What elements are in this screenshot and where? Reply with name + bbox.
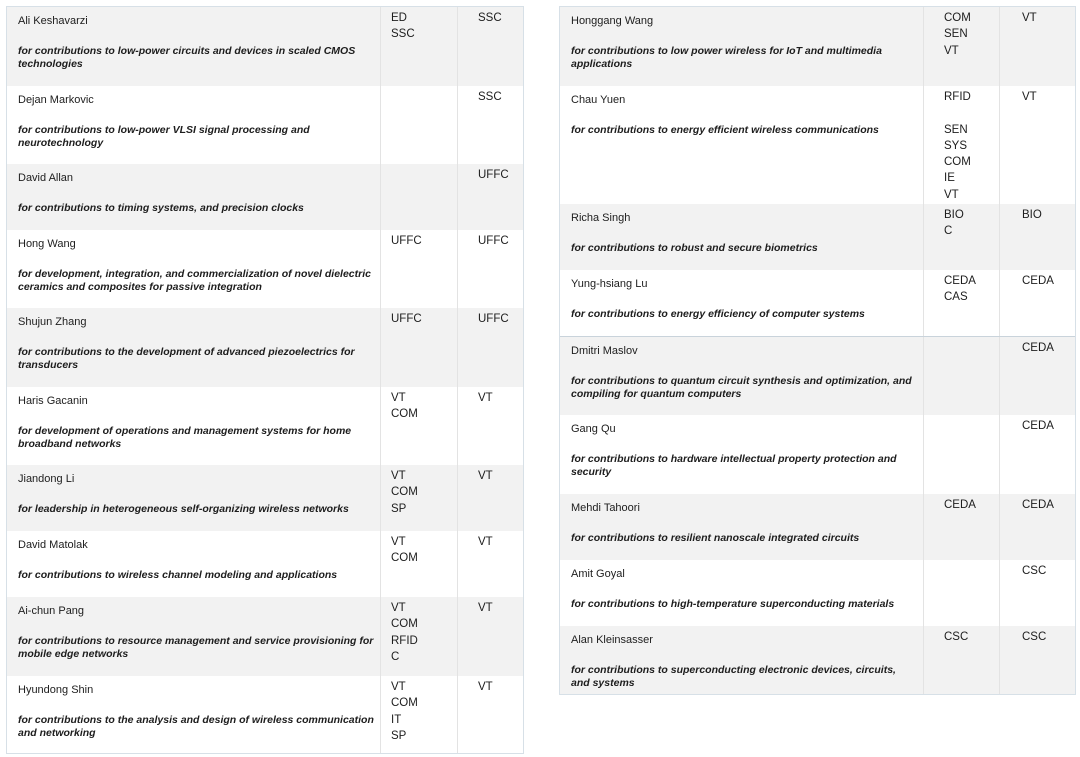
fellow-row	[7, 387, 523, 465]
fellow-name: Dmitri Maslov	[571, 345, 638, 357]
fellow-name: Amit Goyal	[571, 568, 625, 580]
evaluating-societies-cell	[380, 676, 457, 753]
fellow-row	[560, 560, 1075, 626]
society-code: RFID	[944, 91, 971, 103]
nominating-society-cell	[457, 676, 523, 753]
fellow-citation: for contributions to resilient nanoscale integrated circuits	[571, 532, 860, 544]
fellow-row	[7, 676, 523, 753]
society-code: IT	[391, 713, 402, 726]
nominating-society-cell	[999, 560, 1075, 626]
evaluating-societies-cell	[923, 560, 999, 626]
fellow-citation: for contributions to energy efficiency of computer systems	[571, 308, 865, 320]
fellow-name: Ai-chun Pang	[18, 605, 85, 617]
society-code	[944, 105, 999, 121]
society-code: ED	[391, 12, 407, 24]
evaluating-societies-cell	[923, 270, 999, 336]
nominating-society-cell	[999, 337, 1075, 415]
fellow-cell	[7, 387, 380, 465]
fellow-name: Hong Wang	[18, 238, 76, 250]
fellow-row	[7, 86, 523, 164]
society-code: VT	[478, 681, 493, 693]
fellow-cell	[560, 204, 923, 270]
fellow-citation: for contributions to timing systems, and precision clocks	[18, 202, 304, 214]
society-code: C	[391, 650, 400, 663]
fellow-cell	[560, 626, 923, 694]
fellow-citation: for contributions to the analysis and design of wireless communication and networking	[18, 714, 374, 739]
fellow-row	[7, 7, 523, 86]
society-code: CAS	[944, 291, 968, 304]
fellow-citation: for contributions to high-temperature superconducting materials	[571, 598, 895, 610]
fellow-cell	[560, 86, 923, 204]
nominating-society-cell	[999, 204, 1075, 270]
nominating-society-cell	[457, 308, 523, 387]
fellow-name: Alan Kleinsasser	[571, 634, 653, 646]
society-code: COM	[391, 552, 418, 565]
fellow-cell	[7, 308, 380, 387]
fellow-cell	[7, 465, 380, 531]
fellow-cell	[7, 230, 380, 308]
evaluating-societies-cell	[923, 494, 999, 560]
fellow-row	[560, 494, 1075, 560]
society-code: VT	[944, 188, 959, 201]
society-code: VT	[478, 470, 493, 482]
nominating-society-cell	[457, 230, 523, 308]
fellow-citation: for contributions to low-power VLSI signal processing and neurotechnology	[18, 124, 310, 149]
society-code: CSC	[1022, 631, 1047, 643]
society-code: COM	[391, 408, 418, 421]
nominating-society-cell	[457, 465, 523, 531]
fellow-name: Hyundong Shin	[18, 684, 94, 696]
fellow-cell	[560, 270, 923, 336]
fellow-row	[560, 270, 1075, 336]
fellow-row	[7, 164, 523, 230]
society-code: UFFC	[478, 169, 509, 181]
society-code: SEN	[944, 28, 968, 41]
fellow-name: Honggang Wang	[571, 15, 654, 27]
fellow-citation: for contributions to superconducting electronic devices, circuits, and systems	[571, 664, 896, 689]
evaluating-societies-cell	[380, 531, 457, 597]
nominating-society-cell	[457, 387, 523, 465]
fellow-name: Ali Keshavarzi	[18, 15, 88, 27]
fellow-cell	[7, 531, 380, 597]
society-code: COM	[391, 486, 418, 499]
evaluating-societies-cell	[380, 387, 457, 465]
fellow-citation: for contributions to resource management and service provisioning for mobile edge networks	[18, 635, 374, 660]
society-code: UFFC	[391, 235, 422, 247]
evaluating-societies-cell	[380, 86, 457, 164]
society-code: VT	[478, 392, 493, 404]
fellow-row	[7, 597, 523, 676]
nominating-society-cell	[999, 7, 1075, 86]
fellows-table-left	[6, 6, 524, 754]
society-code: C	[944, 225, 953, 238]
fellow-row	[560, 204, 1075, 270]
society-code: COM	[944, 12, 971, 24]
society-code: VT	[391, 392, 406, 404]
fellow-citation: for contributions to the development of advanced piezoelectrics for transducers	[18, 346, 355, 371]
society-code: VT	[391, 681, 406, 693]
evaluating-societies-cell	[380, 308, 457, 387]
society-code: CEDA	[944, 275, 976, 287]
nominating-society-cell	[999, 415, 1075, 494]
society-code: VT	[478, 536, 493, 548]
fellow-name: Chau Yuen	[571, 94, 626, 106]
fellow-citation: for development of operations and management systems for home broadband networks	[18, 425, 352, 450]
fellow-row	[7, 230, 523, 308]
fellow-citation: for development, integration, and commercialization of novel dielectric ceramics and composites for passive integration	[18, 268, 371, 293]
society-code: SSC	[478, 91, 502, 103]
fellow-name: Richa Singh	[571, 212, 631, 224]
fellow-cell	[7, 597, 380, 676]
fellow-cell	[560, 337, 923, 415]
society-code: VT	[391, 536, 406, 548]
fellow-citation: for contributions to energy efficient wireless communications	[571, 124, 879, 136]
fellow-cell	[560, 415, 923, 494]
fellow-citation: for contributions to hardware intellectual property protection and security	[571, 453, 897, 478]
evaluating-societies-cell	[380, 164, 457, 230]
evaluating-societies-cell	[923, 86, 999, 204]
fellow-citation: for leadership in heterogeneous self-organizing wireless networks	[18, 503, 349, 515]
evaluating-societies-cell	[923, 415, 999, 494]
fellow-name: Jiandong Li	[18, 473, 75, 485]
fellow-row	[560, 626, 1075, 694]
society-code: CEDA	[1022, 499, 1054, 511]
nominating-society-cell	[457, 7, 523, 86]
fellow-row	[560, 86, 1075, 204]
fellow-cell	[560, 560, 923, 626]
society-code: CEDA	[1022, 275, 1054, 287]
fellow-cell	[7, 164, 380, 230]
society-code: BIO	[1022, 209, 1042, 221]
society-code: CEDA	[1022, 420, 1054, 432]
society-code: SP	[391, 502, 407, 515]
fellow-name: David Matolak	[18, 539, 88, 551]
fellow-name: Mehdi Tahoori	[571, 502, 640, 514]
fellow-name: Shujun Zhang	[18, 316, 87, 328]
nominating-society-cell	[999, 86, 1075, 204]
fellow-citation: for contributions to low-power circuits and devices in scaled CMOS technologies	[18, 45, 356, 70]
evaluating-societies-cell	[923, 204, 999, 270]
evaluating-societies-cell	[923, 7, 999, 86]
society-code: VT	[391, 602, 406, 614]
fellow-cell	[560, 7, 923, 86]
society-code: IE	[944, 172, 955, 185]
society-code: CSC	[1022, 565, 1047, 577]
fellow-cell	[7, 676, 380, 753]
fellow-cell	[7, 7, 380, 86]
society-code: VT	[944, 44, 959, 57]
nominating-society-cell	[457, 531, 523, 597]
fellow-name: Dejan Markovic	[18, 94, 94, 106]
fellow-citation: for contributions to quantum circuit synthesis and optimization, and compiling for quantum computers	[571, 375, 912, 400]
society-code: SEN	[944, 123, 968, 136]
society-code: CEDA	[1022, 342, 1054, 354]
society-code: VT	[1022, 91, 1037, 103]
fellow-row	[7, 465, 523, 531]
fellow-name: David Allan	[18, 172, 74, 184]
fellow-citation: for contributions to robust and secure biometrics	[571, 242, 818, 254]
society-code: CEDA	[944, 499, 976, 511]
evaluating-societies-cell	[380, 465, 457, 531]
society-code: UFFC	[391, 313, 422, 325]
evaluating-societies-cell	[923, 337, 999, 415]
evaluating-societies-cell	[923, 626, 999, 694]
society-code: SP	[391, 729, 407, 742]
society-code: UFFC	[478, 235, 509, 247]
fellow-cell	[7, 86, 380, 164]
fellow-citation: for contributions to low power wireless for IoT and multimedia applications	[571, 45, 882, 70]
fellow-row	[7, 531, 523, 597]
fellows-table-right	[559, 6, 1076, 695]
society-code: VT	[478, 602, 493, 614]
society-code: SYS	[944, 139, 968, 152]
society-code: VT	[1022, 12, 1037, 24]
evaluating-societies-cell	[380, 230, 457, 308]
fellow-name: Yung-hsiang Lu	[571, 278, 648, 290]
society-code: SSC	[478, 12, 502, 24]
fellow-row	[560, 415, 1075, 494]
nominating-society-cell	[999, 270, 1075, 336]
society-code: UFFC	[478, 313, 509, 325]
fellow-row	[7, 308, 523, 387]
nominating-society-cell	[457, 597, 523, 676]
fellow-citation: for contributions to wireless channel modeling and applications	[18, 569, 338, 581]
society-code: BIO	[944, 209, 964, 221]
evaluating-societies-cell	[380, 7, 457, 86]
fellow-row	[560, 337, 1075, 415]
nominating-society-cell	[999, 494, 1075, 560]
evaluating-societies-cell	[380, 597, 457, 676]
society-code: VT	[391, 470, 406, 482]
society-code: SSC	[391, 28, 415, 41]
nominating-society-cell	[457, 164, 523, 230]
nominating-society-cell	[999, 626, 1075, 694]
nominating-society-cell	[457, 86, 523, 164]
society-code: COM	[944, 156, 971, 169]
fellow-name: Gang Qu	[571, 423, 616, 435]
society-code: RFID	[391, 634, 418, 647]
society-code: COM	[391, 697, 418, 710]
society-code: COM	[391, 618, 418, 631]
fellow-cell	[560, 494, 923, 560]
fellow-name: Haris Gacanin	[18, 395, 88, 407]
society-code: CSC	[944, 631, 969, 643]
fellow-row	[560, 7, 1075, 86]
